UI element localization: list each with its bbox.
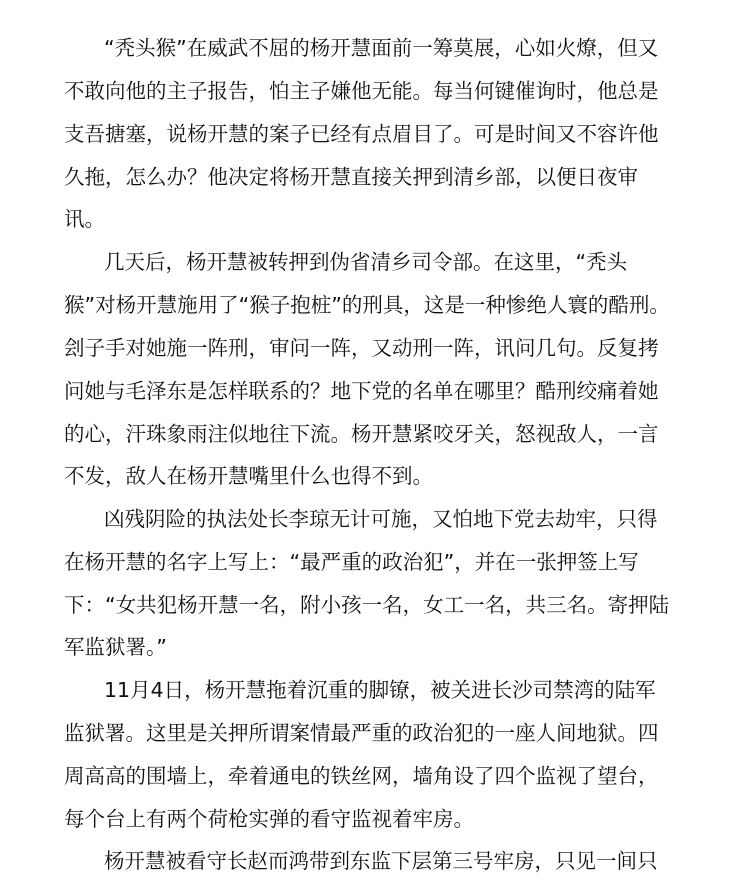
text-line: 不敢向他的主子报告，怕主子嫌他无能。每当何键催询时，他总是: [64, 79, 659, 103]
text-line: 不发，敌人在杨开慧嘴里什么也得不到。: [64, 464, 433, 488]
text-line: 周高高的围墙上，牵着通电的铁丝网，墙角设了四个监视了望台，: [64, 764, 659, 788]
text-line: 问她与毛泽东是怎样联系的？地下党的名单在哪里？酷刑绞痛着她: [64, 379, 659, 403]
text-line: 猴”对杨开慧施用了“猴子抱桩”的刑具，这是一种惨绝人寰的酷刑。: [64, 293, 670, 317]
text-line: 凶残阴险的执法处长李琼无计可施，又怕地下党去劫牢，只得: [104, 507, 658, 531]
text-line: “秃头猴”在威武不屈的杨开慧面前一筹莫展，心如火燎，但又: [104, 36, 659, 60]
text-line: 监狱署。这里是关押所谓案情最严重的政治犯的一座人间地狱。四: [64, 721, 659, 745]
text-line: 久拖，怎么办？他决定将杨开慧直接关押到清乡部，以便日夜审: [64, 165, 638, 189]
text-line: 的心，汗珠象雨注似地往下流。杨开慧紧咬牙关，怒视敌人，一言: [64, 422, 659, 446]
text-line: 刽子手对她施一阵刑，审问一阵，又动刑一阵，讯问几句。反复拷: [64, 336, 659, 360]
text-line: 每个台上有两个荷枪实弹的看守监视着牢房。: [64, 807, 474, 831]
text-line: 支吾搪塞，说杨开慧的案子已经有点眉目了。可是时间又不容许他: [64, 122, 659, 146]
text-line: 几天后，杨开慧被转押到伪省清乡司令部。在这里，“秃头: [104, 250, 628, 274]
text-line: 下：“女共犯杨开慧一名，附小孩一名，女工一名，共三名。寄押陆: [64, 593, 670, 617]
text-line: 讯。: [64, 207, 105, 231]
text-line: 11月4日，杨开慧拖着沉重的脚镣，被关进长沙司禁湾的陆军: [104, 678, 656, 702]
text-line: 军监狱署。”: [64, 635, 167, 659]
text-line: 在杨开慧的名字上写上：“最严重的政治犯”，并在一张押签上写: [64, 550, 639, 574]
text-line: 杨开慧被看守长赵而鸿带到东监下层第三号牢房，只见一间只: [104, 849, 658, 873]
